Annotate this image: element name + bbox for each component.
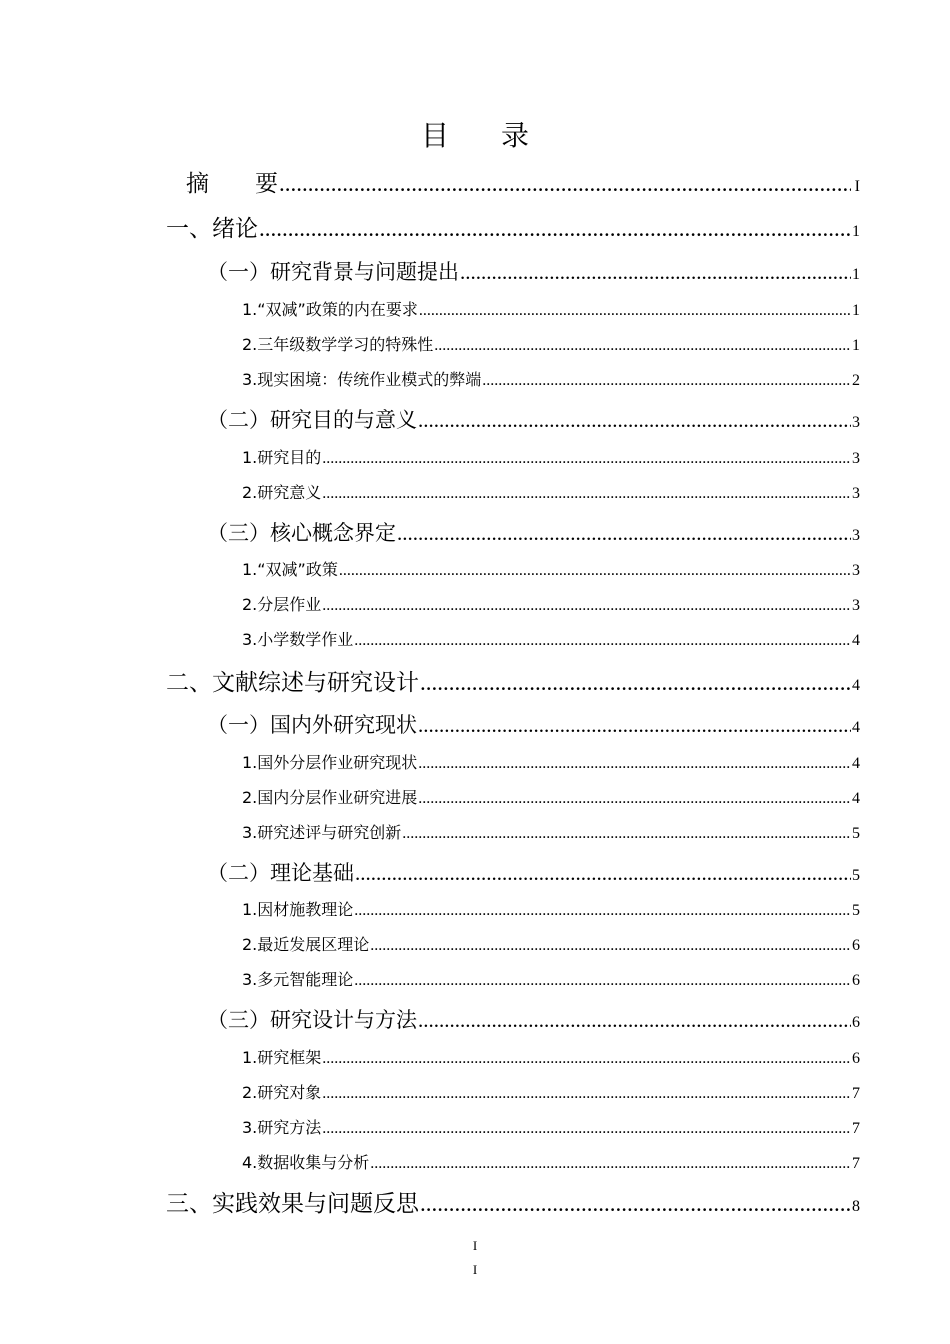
toc-entry-page: 3 bbox=[852, 485, 860, 502]
toc-entry-section[interactable] bbox=[207, 517, 860, 547]
toc-entry-page: 1 bbox=[852, 266, 860, 283]
toc-entry-page: 3 bbox=[852, 562, 860, 579]
dot-leader bbox=[370, 937, 851, 955]
toc-entry-label: 2.研究对象 bbox=[242, 1083, 322, 1102]
dot-leader bbox=[418, 755, 851, 773]
dot-leader bbox=[354, 632, 851, 650]
dot-leader bbox=[354, 902, 851, 920]
footer-page-number-secondary: I bbox=[472, 1262, 478, 1277]
toc-entry-subsection[interactable] bbox=[242, 932, 860, 955]
toc-entry-page: 1 bbox=[852, 337, 860, 354]
title-char-1: 目 bbox=[420, 119, 449, 152]
toc-entry-page: 4 bbox=[852, 632, 860, 649]
dot-leader bbox=[397, 521, 851, 546]
toc-entry-page: 5 bbox=[852, 902, 860, 919]
toc-entry-label: 2.研究意义 bbox=[242, 483, 322, 502]
toc-entry-section[interactable] bbox=[207, 857, 860, 887]
toc-entry-subsection[interactable] bbox=[242, 592, 860, 615]
dot-leader bbox=[322, 485, 851, 503]
dot-leader bbox=[420, 670, 851, 696]
dot-leader bbox=[322, 597, 851, 615]
toc-entry-label: （一）研究背景与问题提出 bbox=[207, 260, 459, 284]
toc-entry-label: 2.三年级数学学习的特殊性 bbox=[242, 335, 434, 354]
toc-entry-chapter-2[interactable] bbox=[166, 664, 860, 697]
toc-entry-page: 2 bbox=[852, 372, 860, 389]
toc-entry-subsection[interactable] bbox=[242, 332, 860, 355]
page-title bbox=[0, 114, 950, 154]
toc-entry-label: 3.研究述评与研究创新 bbox=[242, 823, 402, 842]
toc-entry-page: 1 bbox=[852, 302, 860, 319]
dot-leader bbox=[322, 450, 851, 468]
toc-entry-page: 3 bbox=[852, 414, 860, 431]
toc-entry-page: 6 bbox=[852, 1050, 860, 1067]
toc-entry-page: 5 bbox=[852, 867, 860, 884]
toc-entry-subsection[interactable] bbox=[242, 1080, 860, 1103]
dot-leader bbox=[418, 1008, 851, 1033]
toc-entry-label: 二、文献综述与研究设计 bbox=[166, 670, 419, 696]
toc-entry-subsection[interactable] bbox=[242, 1115, 860, 1138]
toc-entry-page: 4 bbox=[852, 755, 860, 772]
dot-leader bbox=[418, 790, 851, 808]
dot-leader bbox=[419, 302, 851, 320]
toc-entry-subsection[interactable] bbox=[242, 820, 860, 843]
toc-entry-label: 1.“双减”政策的内在要求 bbox=[242, 300, 418, 319]
toc-entry-subsection[interactable] bbox=[242, 897, 860, 920]
toc-entry-page: I bbox=[854, 178, 860, 195]
toc-entry-section[interactable] bbox=[207, 256, 860, 286]
toc-entry-abstract[interactable] bbox=[186, 165, 860, 198]
toc-entry-label: （二）理论基础 bbox=[207, 861, 354, 885]
dot-leader bbox=[322, 1120, 851, 1138]
toc-entry-page: 4 bbox=[852, 719, 860, 736]
dot-leader bbox=[420, 1191, 851, 1217]
toc-entry-label: （三）核心概念界定 bbox=[207, 521, 396, 545]
toc-entry-section[interactable] bbox=[207, 709, 860, 739]
toc-entry-page: 6 bbox=[852, 937, 860, 954]
toc-entry-label: 摘 要 bbox=[186, 171, 278, 197]
dot-leader bbox=[370, 1155, 851, 1173]
toc-entry-page: 3 bbox=[852, 527, 860, 544]
toc-entry-subsection[interactable] bbox=[242, 480, 860, 503]
toc-entry-label: 3.多元智能理论 bbox=[242, 970, 354, 989]
toc-entry-subsection[interactable] bbox=[242, 1150, 860, 1173]
toc-entry-page: 1 bbox=[852, 223, 860, 240]
toc-entry-subsection[interactable] bbox=[242, 750, 860, 773]
dot-leader bbox=[322, 1050, 851, 1068]
title-char-2: 录 bbox=[501, 119, 530, 152]
toc-entry-section[interactable] bbox=[207, 1004, 860, 1034]
toc-entry-label: 2.最近发展区理论 bbox=[242, 935, 370, 954]
dot-leader bbox=[418, 408, 851, 433]
toc-entry-subsection[interactable] bbox=[242, 967, 860, 990]
toc-entry-subsection[interactable] bbox=[242, 367, 860, 390]
toc-entry-label: 4.数据收集与分析 bbox=[242, 1153, 370, 1172]
toc-entry-label: （三）研究设计与方法 bbox=[207, 1008, 417, 1032]
dot-leader bbox=[354, 972, 851, 990]
toc-entry-label: 1.国外分层作业研究现状 bbox=[242, 753, 418, 772]
toc-entry-label: 一、绪论 bbox=[166, 216, 258, 242]
toc-entry-page: 8 bbox=[852, 1198, 860, 1215]
toc-entry-subsection[interactable] bbox=[242, 297, 860, 320]
dot-leader bbox=[460, 260, 851, 285]
toc-entry-label: 1.研究目的 bbox=[242, 448, 322, 467]
toc-entry-label: 三、实践效果与问题反思 bbox=[166, 1191, 419, 1217]
toc-entry-subsection[interactable] bbox=[242, 627, 860, 650]
toc-entry-page: 4 bbox=[852, 677, 860, 694]
dot-leader bbox=[339, 562, 851, 580]
toc-entry-page: 7 bbox=[852, 1085, 860, 1102]
toc-entry-page: 6 bbox=[852, 1014, 860, 1031]
dot-leader bbox=[322, 1085, 851, 1103]
toc-entry-chapter-3[interactable] bbox=[166, 1185, 860, 1218]
footer-page-number: I bbox=[472, 1238, 478, 1253]
toc-entry-page: 3 bbox=[852, 450, 860, 467]
toc-entry-subsection[interactable] bbox=[242, 557, 860, 580]
toc-entry-subsection[interactable] bbox=[242, 445, 860, 468]
toc-entry-page: 3 bbox=[852, 597, 860, 614]
dot-leader bbox=[355, 861, 851, 886]
toc-entry-page: 5 bbox=[852, 825, 860, 842]
toc-entry-page: 7 bbox=[852, 1120, 860, 1137]
toc-entry-label: 1.“双减”政策 bbox=[242, 560, 338, 579]
toc-entry-label: 3.现实困境：传统作业模式的弊端 bbox=[242, 370, 482, 389]
dot-leader bbox=[434, 337, 851, 355]
dot-leader bbox=[279, 171, 851, 197]
dot-leader bbox=[482, 372, 851, 390]
toc-entry-page: 7 bbox=[852, 1155, 860, 1172]
toc-entry-section[interactable] bbox=[207, 404, 860, 434]
dot-leader bbox=[418, 713, 851, 738]
toc-entry-label: 1.因材施教理论 bbox=[242, 900, 354, 919]
toc-entry-label: （二）研究目的与意义 bbox=[207, 408, 417, 432]
toc-entry-subsection[interactable] bbox=[242, 785, 860, 808]
toc-entry-subsection[interactable] bbox=[242, 1045, 860, 1068]
toc-entry-page: 6 bbox=[852, 972, 860, 989]
toc-entry-label: （一）国内外研究现状 bbox=[207, 713, 417, 737]
toc-entry-label: 2.国内分层作业研究进展 bbox=[242, 788, 418, 807]
toc-entry-label: 3.小学数学作业 bbox=[242, 630, 354, 649]
toc-entry-label: 3.研究方法 bbox=[242, 1118, 322, 1137]
toc-entry-chapter-1[interactable] bbox=[166, 210, 860, 243]
dot-leader bbox=[402, 825, 851, 843]
toc-entry-label: 2.分层作业 bbox=[242, 595, 322, 614]
dot-leader bbox=[259, 216, 851, 242]
toc-entry-page: 4 bbox=[852, 790, 860, 807]
toc-entry-label: 1.研究框架 bbox=[242, 1048, 322, 1067]
